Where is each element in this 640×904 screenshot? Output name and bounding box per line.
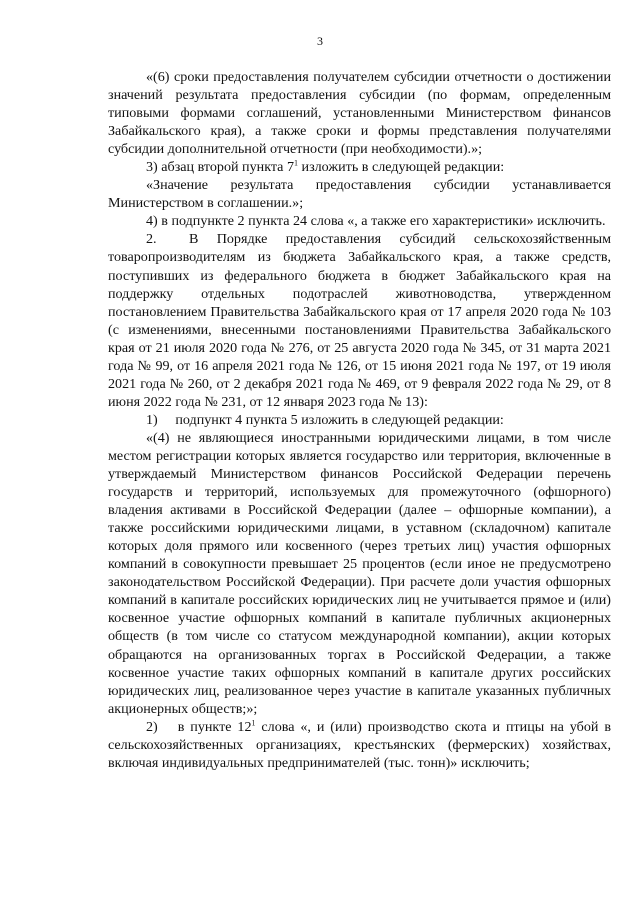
- paragraph-offshore-companies: «(4) не являющиеся иностранными юридическими лицами, в том числе местом регистрации которых является государство или территория, включенные в утверждаемый Министерством финансов Российской Федерации перечень государств и территорий, используемых для промежуточного (офшорного) владения активами в Российской Федерации (далее – офшорные компании), а также российскими юридическими лицами, в уставном (складочном) капитале которых доля прямого или косвенного (через третьих лиц) участия офшорных компаний в совокупности превышает 25 процентов (если иное не предусмотрено законодательством Российской Федерации). При расчете доли участия офшорных компаний в капитале российских юридических лиц не учитывается прямое и (или) косвенное участие офшорных компаний в капитале публичных акционерных обществ (в том числе со статусом международной компании), акции которых обращаются на организованных торгах в Российской Федерации, а также косвенное участие таких офшорных компаний в капитале других российских юридических лиц, реализованное через участие в капитале указанных публичных акционерных обществ;»;: [108, 429, 611, 717]
- paragraph-subitem-2: [108, 718, 611, 772]
- paragraph-text: 3) абзац второй пункта 7: [146, 159, 295, 176]
- paragraph-subsidy-reporting-terms: «(6) сроки предоставления получателем субсидии отчетности о достижении значений результата предоставления субсидии (по формам, определенным типовыми формами соглашений, установленными Министерством финансов Забайкальского края), а также сроки и формы представления получателями субсидии дополнительной отчетности (при необходимости).»;: [108, 69, 611, 158]
- paragraph-text: изложить в следующей редакции:: [298, 159, 505, 176]
- paragraph-subitem-1: 1) подпункт 4 пункта 5 изложить в следующей редакции:: [146, 411, 504, 428]
- document-body: [108, 68, 611, 772]
- paragraph-item-4: 4) в подпункте 2 пункта 24 слова «, а также его характеристики» исключить.: [146, 213, 606, 230]
- paragraph-text: 2) в пункте 12: [146, 718, 252, 735]
- superscript: 1: [251, 718, 256, 727]
- paragraph-item-3: [108, 158, 611, 176]
- page-number: 3: [317, 34, 323, 48]
- paragraph-text: слова «, и (или) производство скота и птицы на убой в сельскохозяйственных организациях, крестьянских (фермерских) хозяйствах, включая индивидуальных предпринимателей (тыс. тонн)» исключить;: [108, 718, 611, 771]
- paragraph-result-value: «Значение результата предоставления субсидии устанавливается Министерством в соглашении.»;: [108, 177, 611, 212]
- superscript: 1: [294, 158, 299, 168]
- paragraph-section-2: 2. В Порядке предоставления субсидий сельскохозяйственным товаропроизводителям из бюджета Забайкальского края, а также средств, поступивших из федерального бюджета в бюджет Забайкальского края на поддержку отдельных подотраслей животноводства, утвержденном постановлением Правительства Забайкальского края от 17 апреля 2020 года № 103 (с изменениями, внесенными постановлениями Правительства Забайкальского края от 21 июля 2020 года № 276, от 25 августа 2020 года № 345, от 31 марта 2021 года № 99, от 16 апреля 2021 года № 126, от 15 июня 2021 года № 197, от 19 июля 2021 года № 260, от 2 декабря 2021 года № 469, от 9 февраля 2022 года № 29, от 8 июня 2022 года № 231, от 12 января 2023 года № 13):: [108, 231, 611, 410]
